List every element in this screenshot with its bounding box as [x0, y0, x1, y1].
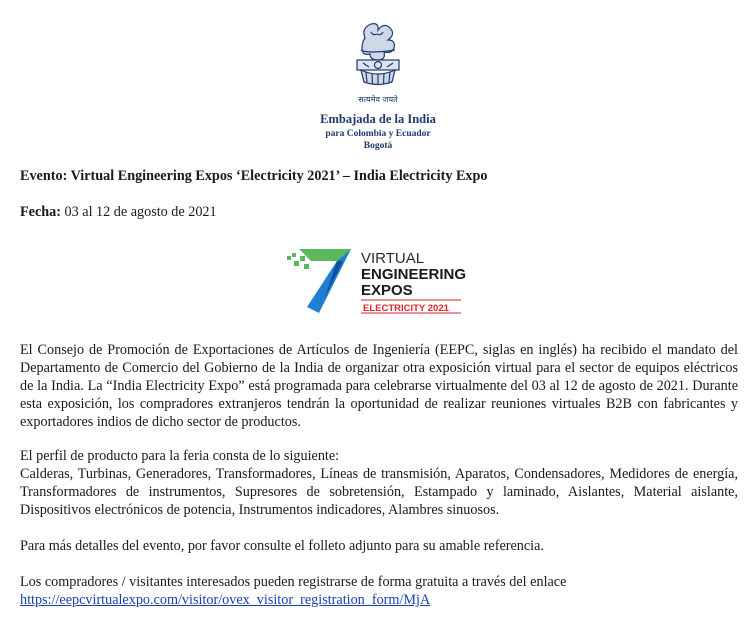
product-profile [20, 447, 738, 519]
logo-line-engineering: ENGINEERING [361, 266, 467, 283]
virtual-engineering-expos-logo [285, 247, 475, 315]
event-date [20, 203, 738, 221]
date-value: 03 al 12 de agosto de 2021 [60, 204, 217, 220]
intro-paragraph: El Consejo de Promoción de Exportaciones de Artículos de Ingeniería (EEPC, siglas en inglés) ha recibido el mandato del Departamento de Comercio del Gobierno de la India de organizar otra exposición virtual para el sector de equipos eléctricos de la India. La “India Electricity Expo” está programada para celebrarse virtualmente del 03 al 12 de agosto de 2021. Durante esta exposición, los compradores extranjeros tendrán la oportunidad de realizar reuniones virtuales B2B con fabricantes y exportadores indios de dicho sector de productos. [20, 342, 738, 430]
logo-line-expos: EXPOS [361, 282, 413, 299]
event-title: Evento: Virtual Engineering Expos ‘Electricity 2021’ – India Electricity Expo [20, 168, 488, 184]
embassy-subtitle: para Colombia y Ecuador [325, 129, 431, 139]
details-paragraph: Para más detalles del evento, por favor consulte el folleto adjunto para su amable referencia. [20, 538, 544, 554]
national-emblem-icon [343, 20, 413, 108]
logo-line-virtual: VIRTUAL [361, 250, 425, 267]
registration-text: Los compradores / visitantes interesados pueden registrarse de forma gratuita a través del enlace [20, 574, 567, 590]
emblem-motto: सत्यमेव जयते [358, 95, 398, 104]
date-label: Fecha: [20, 204, 61, 220]
embassy-city: Bogotá [363, 141, 393, 151]
product-profile-intro: El perfil de producto para la feria consta de lo siguiente: [20, 448, 340, 464]
registration-link[interactable]: https://eepcvirtualexpo.com/visitor/ovex_visitor_registration_form/MjA [20, 592, 431, 608]
registration-paragraph [20, 573, 738, 609]
embassy-title: Embajada de la India [320, 112, 436, 126]
product-profile-list: Calderas, Turbinas, Generadores, Transformadores, Líneas de transmisión, Aparatos, Condensadores, Medidores de energía, Transformadores de instrumentos, Supresores de sobretensión, Estampado y laminado, Aislantes, Material aislante, Dispositivos electrónicos de potencia, Instrumentos indicadores, Alambres sinuosos. [20, 466, 738, 518]
logo-line-electricity: ELECTRICITY 2021 [363, 303, 449, 314]
